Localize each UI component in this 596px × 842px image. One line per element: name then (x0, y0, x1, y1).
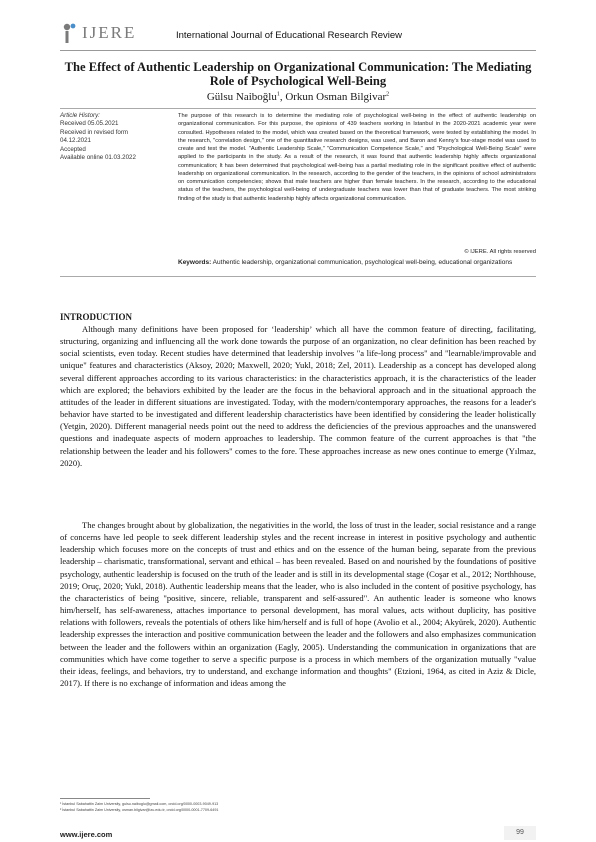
author-name: Gülsu Naiboğlu (206, 91, 277, 103)
logo-emblem-icon (60, 22, 80, 44)
abstract-text: The purpose of this research is to determine the mediating role of psychological well-being in the effect of authentic leadership on organizational communication. For this purpose, the opinions of 439 teachers working in Istanbul in the 2020-2021 academic year were consulted. Hypotheses related to the model, which was created based on the theoretical framework, were tested by establishing the model. In the research, "correlation design," one of the quantitative research designs, was used, and Baron and Kenny's four-stage model was used to create and test the model. "Authentic Leadership Scale," "Communication Competence Scale," and "Psychological Well-Being Scale" were applied to the participants in the study. As a result of the research, it was found that authentic leadership highly affects organizational communication; It has been determined that psychological well-being has a partial mediating role in the significant positive effect of authentic leadership on organizational communication. In the research, according to the gender of the teachers, in the opinions of school administrators on communication competencies; shows that male teachers are higher than female teachers. In the research, according to the educational status of the teachers, the psychological well-being of undergraduate teachers was lower than that of graduate teachers. The most striking finding of the study is that authentic leadership highly affects organizational communication. (178, 113, 536, 202)
history-revised-label: Received in revised form (60, 128, 129, 136)
author-name: Orkun Osman Bilgivar (285, 91, 387, 103)
authors-divider (60, 108, 536, 109)
keywords-list: Authentic leadership, organizational communication, psychological well-being, educational organizations (211, 259, 513, 266)
footnote-1: ¹ İstanbul Sabahattin Zaim University, gulsu.naiboglu@gmail.com, orcid.org/0000-0003-9049-913 (60, 802, 219, 806)
journal-url-link[interactable]: www.ijere.com (60, 830, 113, 839)
history-accepted: Accepted (60, 145, 86, 153)
page-number: 99 (504, 826, 536, 840)
journal-name: International Journal of Educational Research Review (176, 30, 403, 41)
journal-header (60, 22, 540, 52)
article-history (60, 112, 172, 162)
keywords-label: Keywords: (178, 259, 212, 266)
footnote-2: ² İstanbul Sabahattin Zaim University, osman.bilgivar@izu.edu.tr, orcid.org/0000-0001-7709-6491 (60, 808, 219, 812)
footnote-divider (60, 798, 150, 799)
body-paragraph: Although many definitions have been proposed for ‘leadership’ which all have the common feature of directing, facilitating, structuring, organizing and influencing all the work done towards the purpose of an organization, no clear definition has been reached by social scientists, even today. Recent studies have determined that leadership involves "a life-long process" and "learnable/improvable and unique" features and characteristics (Aksoy, 2020; Maxwell, 2020; Yukl, 2018; Zel, 2011). Leadership as a concept has developed along several different approaches according to its various characteristics: in the characteristics approach, it is the characteristics of the leader which are explored; the behaviors exhibited by the leader are the focus in the behavioral approach and in the situational approach the attitudes of the leader in different situations are investigated. Today, with the modern/contemporary approaches, the reasons for a leader's behavior have started to be investigated and different leadership characteristics have been identified by considering the leader holistically (Yetgin, 2020). Different managerial needs point out the need to address the deficiencies of the previous approaches and the unanswered questions and inadequate aspects of modern approaches to leadership. The common feature of the current approaches is that "the relationship between the leader and his followers" comes to the fore. These approaches increase as new ones continue to emerge (Yılmaz, 2020). (60, 324, 536, 468)
abstract-divider (60, 276, 536, 277)
author-affiliation-mark: 2 (386, 91, 390, 98)
section-heading-introduction: INTRODUCTION (60, 312, 133, 322)
history-title: Article History: (60, 112, 100, 119)
author-affiliation-mark: 1 (276, 91, 280, 98)
header-divider (60, 50, 536, 51)
keywords-line (178, 259, 536, 267)
journal-logo (60, 22, 136, 44)
author-separator: , (279, 91, 286, 103)
article-title: The Effect of Authentic Leadership on Organizational Communication: The Mediating Role of Psychological Well-Being (64, 60, 532, 88)
history-received: Received 05.05.2021 (60, 120, 119, 128)
footnotes (60, 801, 536, 813)
body-paragraph: The changes brought about by globalization, the negativities in the world, the loss of trust in the leader, social resistance and a range of concerns have led people to seek different leadership styles and the recent increase in interest in positive psychology and authentic leadership which focuses more on the concepts of trust and ethics and on the essence of the human being, separate from the previous leadership – charismatic, transformational, servant and ethical – has been revealed. Based on and nourished by the foundations of positive psychology, authentic leadership is focused on the truth of the leader and is still in its developmental stage (Coşar et al., 2012; Northhouse, 2019; Oruç, 2020; Yukl, 2018). Authentic leadership means that the leader, who is also included in the content of positive psychology, has the characteristics of being "positive, sincere, reliable, transparent and self-assured". An authentic leader is someone who knows him/herself, has self-awareness, attaches importance to personal development, has moral values, acts without duplicity, has positive relations with followers, reveals the potentials of others like him/herself and is full of hope (Avolio et al., 2004; Akyürek, 2020). Authentic leadership expresses the interaction and positive communication between the leader and the followers and also emphasizes communication between the leader and the followers within an organization (Eagly, 2005). Understanding the communication in organizations that are communities which have come together to serve a specific purpose is a process in which members of the organization mutually "value their ideas, feelings, and behaviors, try to understand, and exchange information and thoughts" (Etzioni, 1964, as cited in Aziz & Dicle, 2017). If there is no exchange of information and ideas among the (60, 520, 536, 689)
copyright-notice: © IJERE. All rights reserved (464, 249, 536, 255)
logo-text: IJERE (82, 23, 137, 42)
history-online: Available online 01.03.2022 (60, 154, 136, 162)
history-revised-date: 04.12.2021 (60, 137, 91, 145)
author-line (60, 91, 536, 103)
